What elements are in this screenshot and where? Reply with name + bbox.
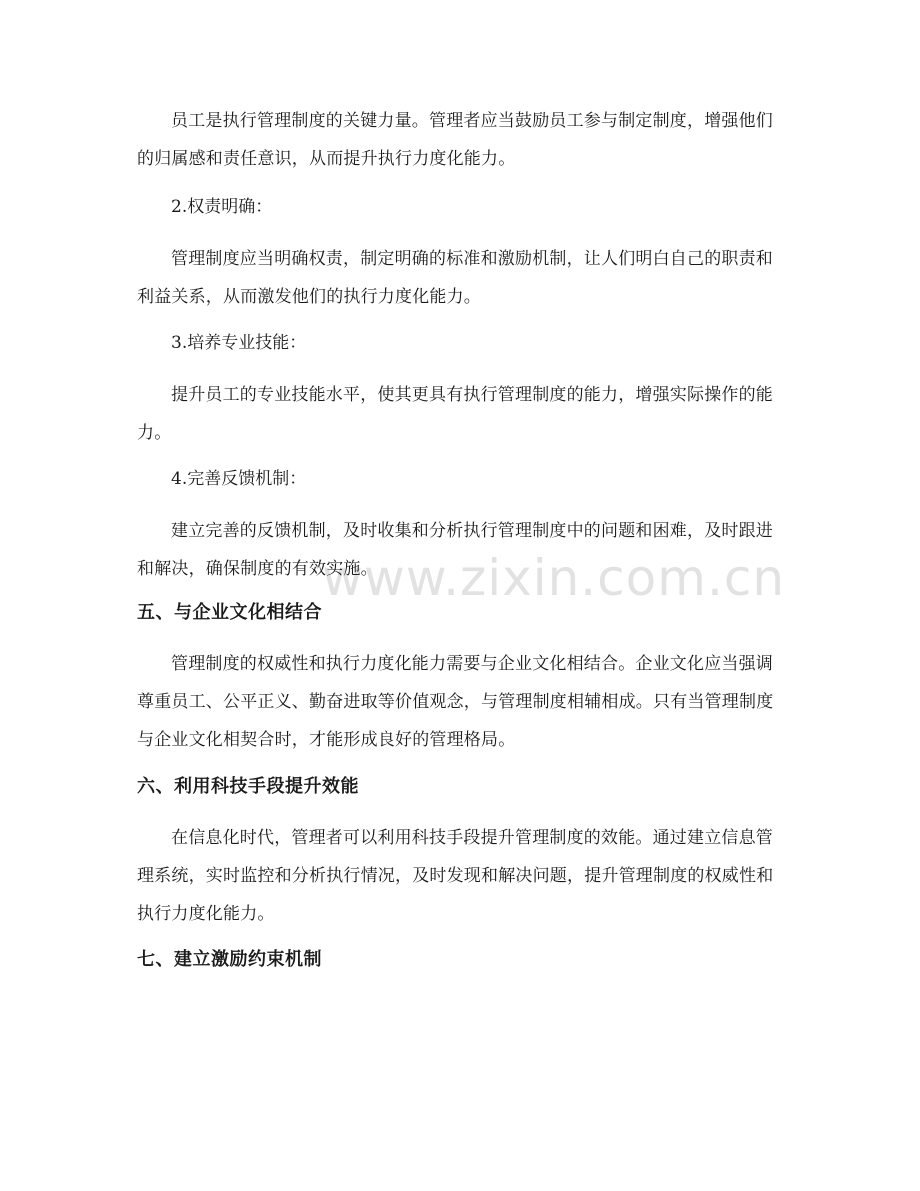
section-6-heading: 六、利用科技手段提升效能: [137, 776, 359, 797]
item-2-title: 2.权责明确：: [171, 197, 273, 217]
watermark: www.zixin.com.cn: [322, 549, 786, 607]
item-3-title: 3.培养专业技能：: [171, 333, 307, 353]
section-7-heading: 七、建立激励约束机制: [137, 949, 322, 970]
item-4-title: 4.完善反馈机制：: [171, 469, 307, 489]
item-2-text: 管理制度应当明确权责，制定明确的标准和激励机制，让人们明白自己的职责和利益关系，从而激发他们的执行力度化能力。: [137, 249, 773, 307]
section-5-heading: 五、与企业文化相结合: [137, 602, 322, 623]
section-6-text: 在信息化时代，管理者可以利用科技手段提升管理制度的效能。通过建立信息管理系统，实时监控和分析执行情况，及时发现和解决问题，提升管理制度的权威性和执行力度化能力。: [137, 828, 774, 924]
section-5-text: 管理制度的权威性和执行力度化能力需要与企业文化相结合。企业文化应当强调尊重员工、公平正义、勤奋进取等价值观念，与管理制度相辅相成。只有当管理制度与企业文化相契合时，才能形成良好的管理格局。: [137, 654, 774, 750]
paragraph-intro: 员工是执行管理制度的关键力量。管理者应当鼓励员工参与制定制度，增强他们的归属感和责任意识，从而提升执行力度化能力。: [137, 111, 773, 169]
item-3-text: 提升员工的专业技能水平，使其更具有执行管理制度的能力，增强实际操作的能力。: [137, 385, 773, 443]
item-4-text: 建立完善的反馈机制，及时收集和分析执行管理制度中的问题和困难，及时跟进和解决，确保制度的有效实施。: [137, 521, 773, 579]
